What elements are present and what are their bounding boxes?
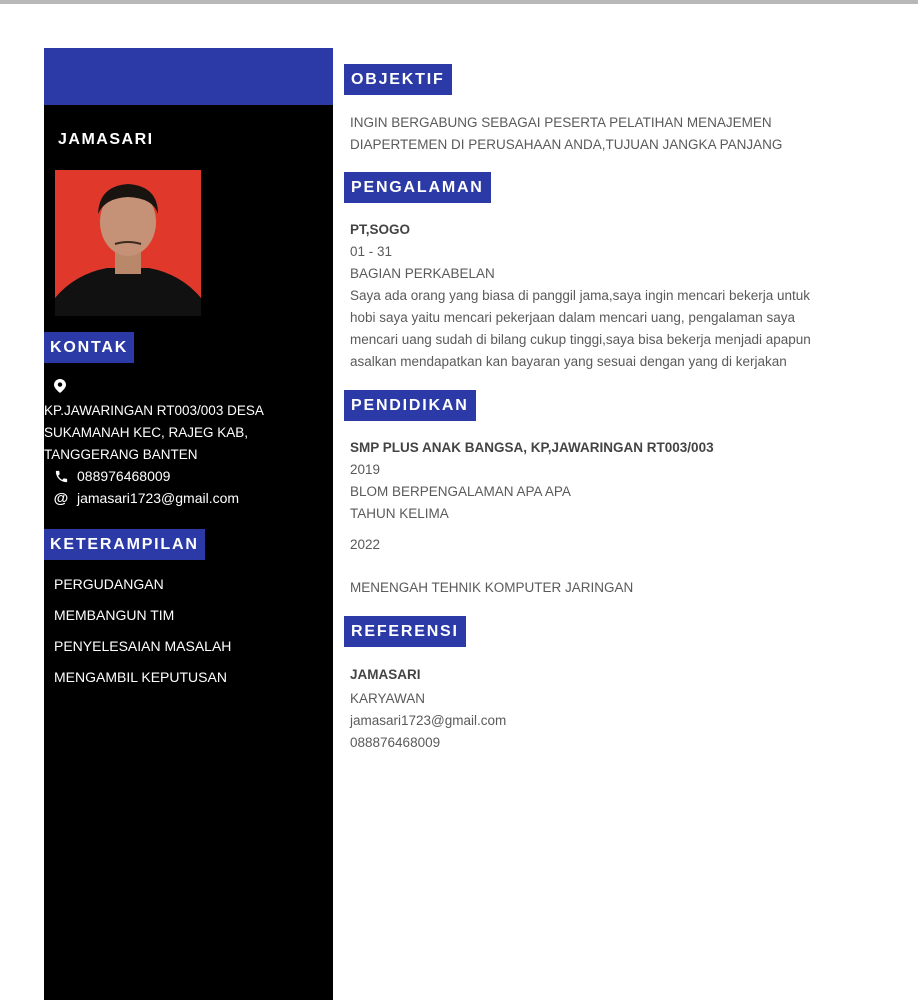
skills-heading: KETERAMPILAN: [44, 529, 205, 560]
location-pin-icon: [54, 379, 66, 393]
objektif-line: DIAPERTEMEN DI PERUSAHAAN ANDA,TUJUAN JANGKA PANJANG: [350, 137, 783, 152]
reference-position: KARYAWAN: [350, 691, 426, 706]
reference-phone: 088876468009: [350, 735, 441, 750]
profile-photo: [55, 170, 201, 316]
pengalaman-heading: PENGALAMAN: [344, 172, 491, 203]
objektif-line: INGIN BERGABUNG SEBAGAI PESERTA PELATIHAN MENAJEMEN: [350, 115, 772, 130]
address-line: TANGGERANG BANTEN: [44, 447, 198, 462]
objektif-heading: OBJEKTIF: [344, 64, 452, 95]
referensi-heading: REFERENSI: [344, 616, 466, 647]
skill-item: MENGAMBIL KEPUTUSAN: [54, 669, 227, 685]
candidate-name: JAMASARI: [58, 131, 154, 148]
school-year-2: 2022: [350, 537, 381, 552]
education-major: MENENGAH TEHNIK KOMPUTER JARINGAN: [350, 580, 634, 595]
work-period: 01 - 31: [350, 244, 393, 259]
skill-item: PENYELESAIAN MASALAH: [54, 638, 232, 654]
address-line: KP.JAWARINGAN RT003/003 DESA: [44, 403, 264, 418]
kontak-heading: KONTAK: [44, 332, 134, 363]
skill-item: PERGUDANGAN: [54, 576, 164, 592]
skills-list: [54, 574, 231, 698]
pendidikan-heading: PENDIDIKAN: [344, 390, 476, 421]
school-name: SMP PLUS ANAK BANGSA, KP,JAWARINGAN RT003/003: [350, 440, 714, 455]
phone-number: 088976468009: [77, 468, 171, 484]
address: [44, 400, 324, 466]
job-description-line: asalkan mendapatkan kan bayaran yang sesuai dengan yang di kerjakan: [350, 354, 787, 369]
sidebar: [44, 48, 333, 1000]
job-role: BAGIAN PERKABELAN: [350, 266, 495, 281]
job-description-line: mencari uang sudah di bilang cukup tinggi,saya bisa bekerja menjadi apapun: [350, 332, 811, 347]
reference-email: jamasari1723@gmail.com: [350, 713, 507, 728]
address-line: SUKAMANAH KEC, RAJEG KAB,: [44, 425, 249, 440]
job-description-line: Saya ada orang yang biasa di panggil jama,saya ingin mencari bekerja untuk: [350, 288, 811, 303]
email-contact: [53, 488, 239, 508]
phone-contact: [53, 466, 170, 486]
school-year: 2019: [350, 462, 381, 477]
reference-name: JAMASARI: [350, 667, 421, 682]
phone-icon: [53, 468, 69, 484]
education-extra: TAHUN KELIMA: [350, 506, 449, 521]
education-note: BLOM BERPENGALAMAN APA APA: [350, 484, 571, 499]
sidebar-header-band: [44, 48, 333, 105]
company-name: PT,SOGO: [350, 222, 411, 237]
at-sign-icon: @: [53, 489, 69, 507]
top-border: [0, 0, 918, 4]
email-address: jamasari1723@gmail.com: [77, 490, 240, 506]
job-description-line: hobi saya yaitu mencari pekerjaan dalam mencari uang, pengalaman saya: [350, 310, 796, 325]
skill-item: MEMBANGUN TIM: [54, 607, 175, 623]
